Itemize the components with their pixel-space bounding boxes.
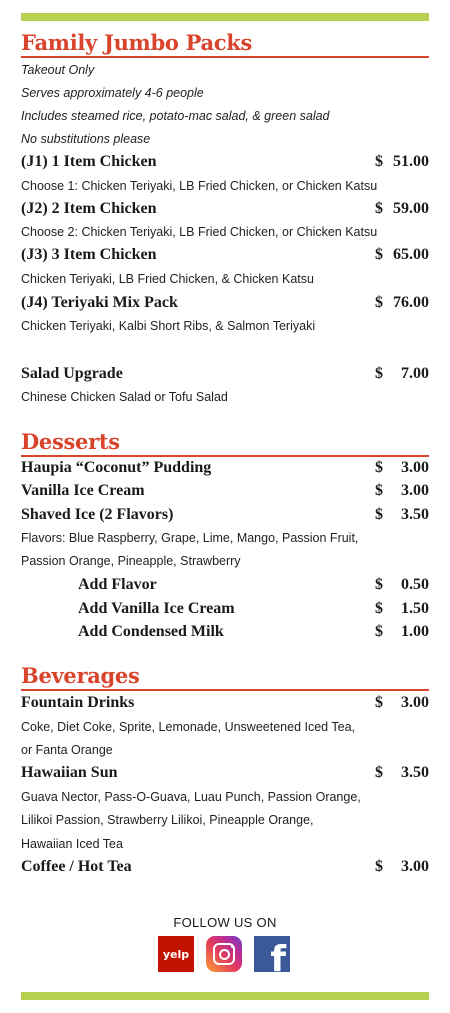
- item-currency: $: [375, 294, 383, 311]
- menu-item-haupia: [21, 458, 429, 478]
- item-currency: $: [375, 858, 383, 875]
- item-description: Choose 1: Chicken Teriyaki, LB Fried Chicken, or Chicken Katsu: [21, 179, 378, 193]
- bottom-accent-bar: [21, 992, 429, 1000]
- menu-item-fountain-drinks: [21, 693, 429, 713]
- item-currency: $: [375, 246, 383, 263]
- item-name: (J1) 1 Item Chicken: [21, 153, 157, 170]
- item-price: 59.00: [393, 200, 429, 217]
- item-price: 1.50: [401, 600, 429, 617]
- flavors-line-1: Flavors: Blue Raspberry, Grape, Lime, Mango, Passion Fruit,: [21, 531, 359, 545]
- item-price: 3.00: [401, 694, 429, 711]
- item-price: 7.00: [401, 365, 429, 382]
- menu-item-coffee-hot-tea: [21, 857, 429, 877]
- note-no-substitutions: No substitutions please: [21, 132, 151, 146]
- facebook-letter: f: [270, 939, 286, 972]
- item-description: Chicken Teriyaki, LB Fried Chicken, & Chicken Katsu: [21, 272, 314, 286]
- menu-item-shaved-ice: [21, 505, 429, 525]
- item-currency: $: [375, 482, 383, 499]
- item-name: Salad Upgrade: [21, 365, 123, 382]
- item-currency: $: [375, 506, 383, 523]
- flavors-line-2: Passion Orange, Pineapple, Strawberry: [21, 554, 241, 568]
- menu-item-j2: [21, 199, 429, 219]
- item-description: or Fanta Orange: [21, 743, 113, 757]
- item-description: Coke, Diet Coke, Sprite, Lemonade, Unsweetened Iced Tea,: [21, 720, 355, 734]
- item-name: Add Flavor: [78, 576, 157, 593]
- menu-item-j1: [21, 152, 429, 172]
- yelp-text: yelp: [162, 947, 190, 961]
- follow-us-label: FOLLOW US ON: [173, 915, 277, 930]
- item-name: Hawaiian Sun: [21, 764, 118, 781]
- item-price: 3.00: [401, 459, 429, 476]
- item-currency: $: [375, 153, 383, 170]
- item-price: 65.00: [393, 246, 429, 263]
- item-price: 76.00: [393, 294, 429, 311]
- item-currency: $: [375, 576, 383, 593]
- item-price: 3.00: [401, 482, 429, 499]
- item-description: Hawaiian Iced Tea: [21, 837, 123, 851]
- item-currency: $: [375, 365, 383, 382]
- item-price: 1.00: [401, 623, 429, 640]
- item-currency: $: [375, 694, 383, 711]
- item-price: 51.00: [393, 153, 429, 170]
- note-includes: Includes steamed rice, potato-mac salad, & green salad: [21, 109, 330, 123]
- item-name: (J4) Teriyaki Mix Pack: [21, 294, 178, 311]
- menu-item-salad-upgrade: [21, 364, 429, 384]
- item-description: Guava Nector, Pass-O-Guava, Luau Punch, Passion Orange,: [21, 790, 361, 804]
- item-name: Add Vanilla Ice Cream: [78, 600, 235, 617]
- item-currency: $: [375, 200, 383, 217]
- item-name: Vanilla Ice Cream: [21, 482, 145, 499]
- note-takeout: Takeout Only: [21, 63, 95, 77]
- addon-add-condensed-milk: [78, 622, 429, 642]
- item-description: Chicken Teriyaki, Kalbi Short Ribs, & Salmon Teriyaki: [21, 319, 316, 333]
- item-description: Lilikoi Passion, Strawberry Lilikoi, Pineapple Orange,: [21, 813, 314, 827]
- menu-item-vanilla-ice-cream: [21, 481, 429, 501]
- menu-item-j3: [21, 245, 429, 265]
- section-title-desserts: Desserts: [21, 429, 120, 454]
- item-currency: $: [375, 459, 383, 476]
- item-currency: $: [375, 600, 383, 617]
- item-currency: $: [375, 764, 383, 781]
- section-rule: [21, 455, 429, 457]
- menu-item-hawaiian-sun: [21, 763, 429, 783]
- top-accent-bar: [21, 13, 429, 21]
- section-rule: [21, 689, 429, 691]
- addon-add-flavor: [78, 575, 429, 595]
- addon-add-vanilla-ice-cream: [78, 599, 429, 619]
- item-name: Coffee / Hot Tea: [21, 858, 132, 875]
- item-name: (J3) 3 Item Chicken: [21, 246, 157, 263]
- instagram-lens: [219, 949, 230, 960]
- note-serves: Serves approximately 4-6 people: [21, 86, 204, 100]
- item-price: 3.50: [401, 764, 429, 781]
- menu-item-j4: [21, 293, 429, 313]
- section-rule: [21, 56, 429, 58]
- item-name: Shaved Ice (2 Flavors): [21, 506, 174, 523]
- item-name: (J2) 2 Item Chicken: [21, 200, 157, 217]
- item-description: Choose 2: Chicken Teriyaki, LB Fried Chicken, or Chicken Katsu: [21, 225, 378, 239]
- item-description: Chinese Chicken Salad or Tofu Salad: [21, 390, 228, 404]
- yelp-icon[interactable]: [158, 936, 194, 972]
- item-name: Fountain Drinks: [21, 694, 135, 711]
- instagram-dot: [231, 945, 234, 948]
- item-currency: $: [375, 623, 383, 640]
- item-price: 0.50: [401, 576, 429, 593]
- item-name: Haupia “Coconut” Pudding: [21, 459, 212, 476]
- facebook-icon[interactable]: [254, 936, 290, 972]
- instagram-icon[interactable]: [206, 936, 242, 972]
- item-name: Add Condensed Milk: [78, 623, 224, 640]
- section-title-beverages: Beverages: [21, 663, 140, 688]
- section-title-family-jumbo-packs: Family Jumbo Packs: [21, 30, 253, 55]
- item-price: 3.50: [401, 506, 429, 523]
- item-price: 3.00: [401, 858, 429, 875]
